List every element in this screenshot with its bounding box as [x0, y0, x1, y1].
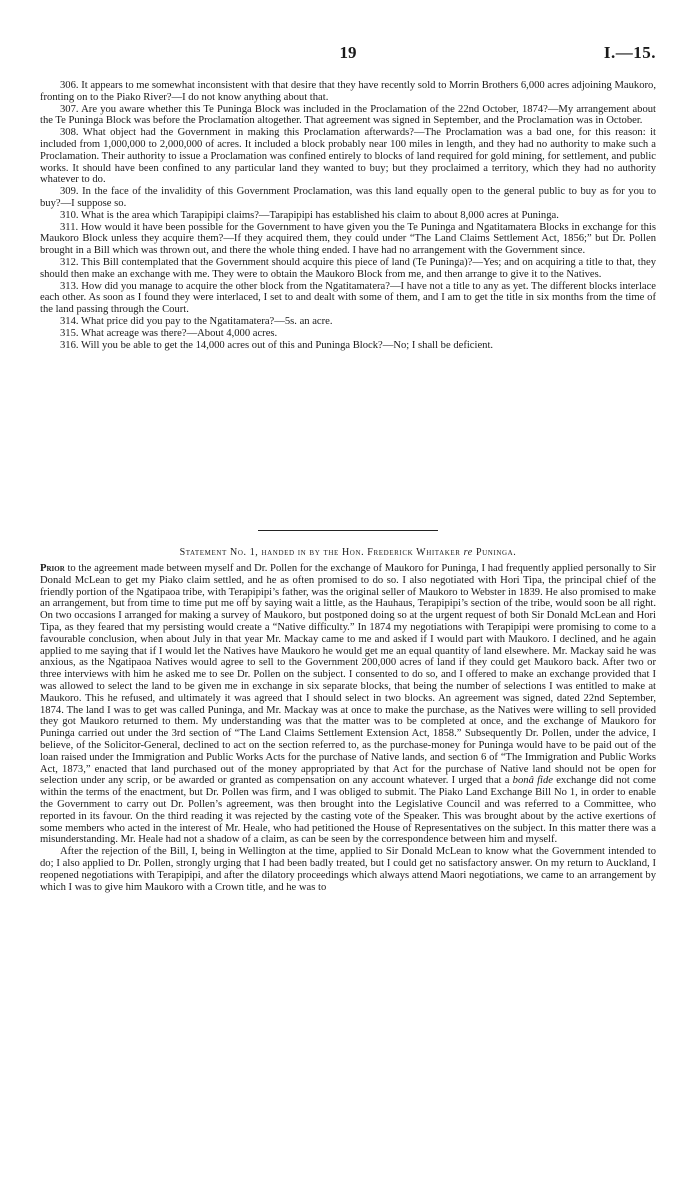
- paragraph-1-text-b: exchange did not come within the terms of the enactment, but Dr. Pollen was firm, and I was obliged to submit. The Piako Land Exchange Bill No 1, in order to enable the Government to carry out Dr. Pollen’s agreement, was then brought into the Legislative Council and was referred to a Committee, who reported in its favour. On the third reading it was rejected by the casting vote of the Speaker. This was brought about by the active exertions of some members who acted in the interest of Mr. Heale, who had petitioned the House of Representatives on the subject. In this matter there was a misunderstanding. Mr. Heale had not a shadow of a claim, as can be seen by the correspondence between him and myself.: [40, 775, 656, 846]
- statement-paragraph-1: [40, 563, 656, 846]
- question-311: 311. How would it have been possible for the Government to have given you the Te Puninga and Ngatitamatera Blocks in exchange for this Maukoro Block unless they acquire them?—If they acquired them, they could under “The Land Claims Settlement Act, 1856;” but Dr. Pollen brought in a Bill which was thrown out, and there the whole thing ended. I have had no arrangement with the Government since.: [40, 221, 656, 257]
- statement-body: [40, 563, 656, 893]
- question-313: 313. How did you manage to acquire the other block from the Ngatitamatera?—I have not a title to any as yet. The different blocks interlace each other. As soon as I found they were interlaced, I set to and dealt with some of them, and I am to get the title in six months from the time of the land passing through the Court.: [40, 280, 656, 316]
- statement-paragraph-2: After the rejection of the Bill, I, being in Wellington at the time, applied to Sir Donald McLean to know what the Government intended to do; I also applied to Dr. Pollen, strongly urging that I had been badly treated, but I could get no satisfactory answer. On my return to Auckland, I reopened negotiations with Terapipipi, and after the dilatory proceedings which always attend Maori negotiations, we came to an arrangement by which I was to give him Maukoro with a Crown title, and he was to: [40, 846, 656, 893]
- question-315: 315. What acreage was there?—About 4,000 acres.: [60, 327, 278, 339]
- section-divider: [258, 530, 438, 531]
- question-309: 309. In the face of the invalidity of this Government Proclamation, was this land equally open to the general public to buy as for you to buy?—I suppose so.: [40, 186, 656, 209]
- statement-title-re: re: [463, 547, 473, 558]
- paragraph-1-italic: bonâ fide: [512, 775, 553, 787]
- statement-title-part-1: Statement No. 1, handed in by the Hon. Frederick Whitaker: [179, 547, 464, 558]
- statement-title-part-2: Puninga.: [472, 547, 517, 558]
- question-314: 314. What price did you pay to the Ngatitamatera?—5s. an acre.: [60, 315, 333, 327]
- question-307: 307. Are you aware whether this Te Puninga Block was included in the Proclamation of the 22nd October, 1874?—My arrangement about the Te Puninga Block was before the Proclamation altogether. That agreement was signed in September, and the Proclamation was in October.: [40, 103, 656, 127]
- question-308: 308. What object had the Government in making this Proclamation afterwards?—The Proclamation was a bad one, for this reason: it included from 1,000,000 to 2,000,000 of acres. It included a block probably near 100 miles in length, and they had no authority to make such a Proclamation. Their authority to issue a Proclamation was confined entirely to blocks of land required for gold mining, for settlement, and public works. It should have been confined to any particular land they wanted to buy; but they proclaimed a territory, which they had no authority whatever to do.: [40, 127, 656, 186]
- page-header: [40, 40, 656, 66]
- paragraph-lead-word: Prior: [40, 563, 65, 574]
- question-312: 312. This Bill contemplated that the Government should acquire this piece of land (Te Puninga)?—Yes; and on acquiring a title to that, they should then make an exchange with me. They were to obtain the Maukoro Block from me, and then arrange to give it to the Natives.: [40, 256, 656, 280]
- question-316: 316. Will you be able to get the 14,000 acres out of this and Puninga Block?—No; I shall be deficient.: [60, 339, 494, 351]
- document-reference: I.—15.: [603, 43, 656, 62]
- page-number: 19: [339, 43, 357, 62]
- statement-title: [40, 547, 656, 558]
- paragraph-1-text-a: to the agreement made between myself and Dr. Pollen for the exchange of Maukoro for Puninga, I had frequently applied personally to Sir Donald McLean to get my Piako claim settled, and he as often promised to do so. I also negotiated with Hori Tipa, the principal chief of the friendly portion of the Ngatipaoa tribe, with Terapipipi’s father, was the original seller of Maukoro to Webster in 1839. He also promised to make an arrangement, but from time to time put me off by saying wait a little, as the Hauhaus, Terapipipi’s section of the tribe, would soon be all right. On two occasions I arranged for making a survey of Maukoro, but postponed doing so at the urgent request of both Sir Donald McLean and Hori Tipa, as they feared that my persisting would create a “Native difficulty.” In 1874 my negotiations with Terapipipi were promising to come to a favourable conclusion, when about July in that year Mr. Mackay came to me and asked if I would part with Maukoro. I declined, and he again applied to me saying that if I would let the Natives have Maukoro he would get me an equal quantity of land elsewhere. Mr. Mackay said he was anxious, as the Ngatipaoa Natives would agree to sell to the Government 200,000 acres of land if they could get Maukoro back. After two or three interviews with him he asked me to see Dr. Pollen on the subject. I consented to do so, and I offered to make an exchange provided that I was allowed to select the land to be given me in exchange in six separate blocks, that being the number of selections I was entitled to make at Maukoro. This he refused, and ultimately it was agreed that I should select in two blocks. An agreement was signed, dated 22nd September, 1874. The land I was to get was called Puninga, and Mr. Mackay was at once to make the purchase, as the Natives were willing to sell provided they got Maukoro returned to them. My understanding was that the matter was to be completed at once, and the exchange of Maukoro for Puninga carried out under the 3rd section of “The Land Claims Settlement Extension Act, 1858.” Subsequently Dr. Pollen, under the advice, I believe, of the Solicitor-General, declined to act on the section referred to, as the purchase-money for Puninga would have to be paid out of the loan raised under the Immigration and Public Works Acts for the purchase of Native lands, and section 6 of “The Immigration and Public Works Act, 1873,” enacted that land purchased out of the money appropriated by that Act for the purchase of Native land should not be open for selection under any scrip, or be awarded or granted as compensation on any account whatever. I urged that a: [40, 563, 656, 787]
- question-306: 306. It appears to me somewhat inconsistent with that desire that they have recently sold to Morrin Brothers 6,000 acres adjoining Maukoro, fronting on to the Piako River?—I do not know anything about that.: [40, 80, 656, 103]
- questions-section: [40, 80, 656, 351]
- question-310: 310. What is the area which Tarapipipi claims?—Tarapipipi has established his claim to about 8,000 acres at Puninga.: [60, 209, 559, 221]
